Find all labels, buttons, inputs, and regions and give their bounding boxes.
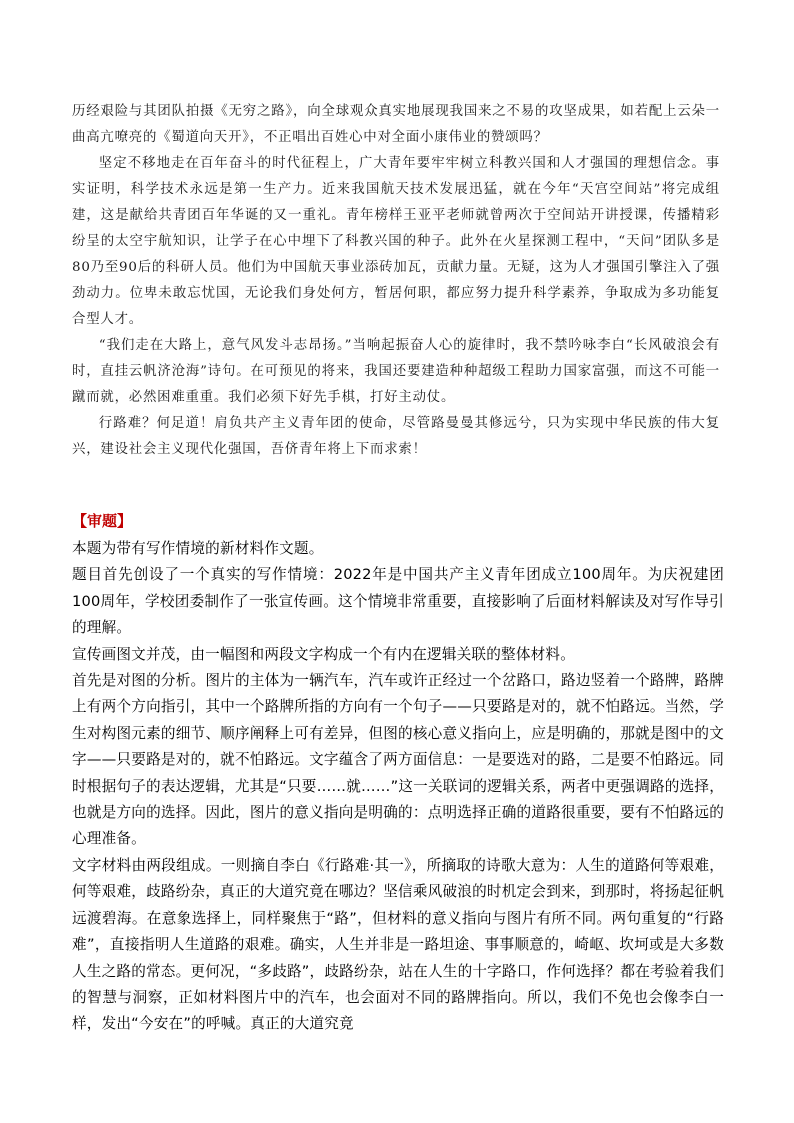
analysis-paragraph: 本题为带有写作情境的新材料作文题。 <box>72 540 324 557</box>
essay-section <box>72 99 720 463</box>
analysis-paragraph: 文字材料由两段组成。一则摘自李白《行路难·其一》，所摘取的诗歌大意为：人生的道路何等艰难，何等艰难，歧路纷杂，真正的大道究竟在哪边？坚信乘风破浪的时机定会到来，到那时，将扬起征帆远渡碧海。在意象选择上，同样聚焦于“路”，但材料的意义指向与图片有所不同。两句重复的“行路难”，直接指明人生道路的艰难。确实，人生并非是一路坦途、事事顺意的，崎岖、坎坷或是大多数人生之路的常态。更何况，“多歧路”，歧路纷杂，站在人生的十字路口，作何选择？都在考验着我们的智慧与洞察，正如材料图片中的汽车，也会面对不同的路牌指向。所以，我们不免也会像李白一样，发出“今安在”的呼喊。真正的大道究竟 <box>72 856 724 1033</box>
essay-paragraph: 坚定不移地走在百年奋斗的时代征程上，广大青年要牢牢树立科教兴国和人才强国的理想信念。事实证明，科学技术永远是第一生产力。近来我国航天技术发展迅猛，就在今年“天宫空间站”将完成组建，这是献给共青团百年华诞的又一重礼。青年榜样王亚平老师就曾两次于空间站开讲授课，传播精彩纷呈的太空宇航知识，让学子在心中埋下了科教兴国的种子。此外在火星探测工程中，“天问”团队多是80乃至90后的科研人员。他们为中国航天事业添砖加瓦，贡献力量。无疑，这为人才强国引擎注入了强劲动力。位卑未敢忘忧国，无论我们身处何方，暂居何职，都应努力提升科学素养，争取成为多功能复合型人才。 <box>72 156 720 327</box>
section-heading-shenti: 【审题】 <box>72 512 133 530</box>
essay-paragraph: 历经艰险与其团队拍摄《无穷之路》，向全球观众真实地展现我国来之不易的攻坚成果，如若配上云朵一曲高亢嘹亮的《蜀道向天开》，不正唱出百姓心中对全面小康伟业的赞颂吗？ <box>72 104 720 145</box>
analysis-paragraph: 题目首先创设了一个真实的写作情境：2022年是中国共产主义青年团成立100周年。为庆祝建团100周年，学校团委制作了一张宣传画。这个情境非常重要，直接影响了后面材料解读及对写作导引的理解。 <box>72 566 724 637</box>
analysis-paragraph: 首先是对图的分析。图片的主体为一辆汽车，汽车或许正经过一个岔路口，路边竖着一个路牌，路牌上有两个方向指引，其中一个路牌所指的方向有一个句子——只要路是对的，就不怕路远。当然，学生对构图元素的细节、顺序阐释上可有差异，但图的核心意义指向上，应是明确的，那就是图中的文字——只要路是对的，就不怕路远。文字蕴含了两方面信息：一是要选对的路，二是要不怕路远。同时根据句子的表达逻辑，尤其是“只要……就……”这一关联词的逻辑关系，两者中更强调路的选择，也就是方向的选择。因此，图片的意义指向是明确的：点明选择正确的道路很重要，要有不怕路远的心理准备。 <box>72 672 724 848</box>
essay-paragraph: “我们走在大路上，意气风发斗志昂扬。”当响起振奋人心的旋律时，我不禁吟咏李白“长风破浪会有时，直挂云帆济沧海”诗句。在可预见的将来，我国还要建造种种超级工程助力国家富强，而这不可能一蹴而就，必然困难重重。我们必须下好先手棋，打好主动仗。 <box>72 338 720 405</box>
essay-paragraph: 行路难？何足道！肩负共产主义青年团的使命，尽管路曼曼其修远兮，只为实现中华民族的伟大复兴，建设社会主义现代化强国，吾侪青年将上下而求索！ <box>72 416 720 457</box>
analysis-paragraph: 宣传画图文并茂，由一幅图和两段文字构成一个有内在逻辑关联的整体材料。 <box>72 645 575 663</box>
analysis-section <box>72 536 724 1038</box>
